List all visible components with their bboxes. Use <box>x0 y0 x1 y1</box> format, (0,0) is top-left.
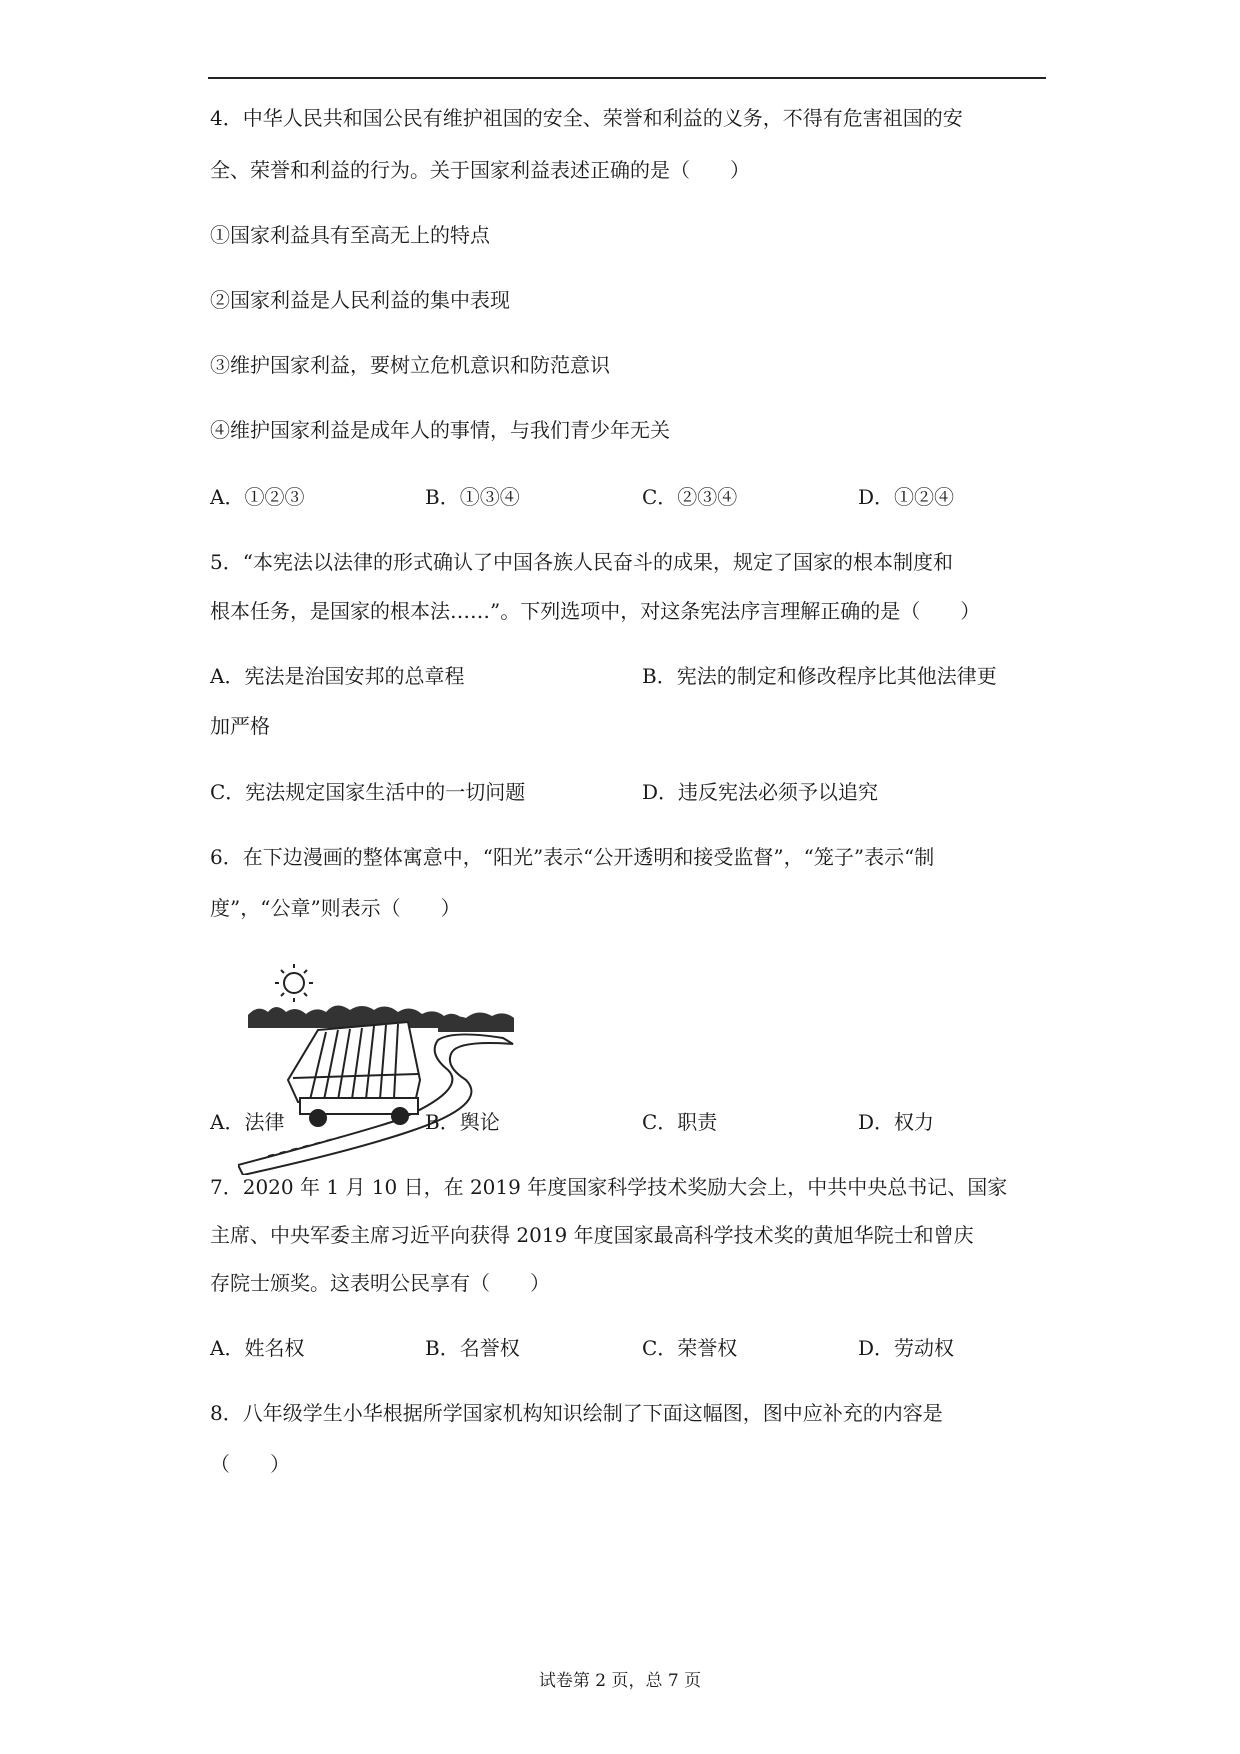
q5-stem-line2: 根本任务，是国家的根本法……”。下列选项中，对这条宪法序言理解正确的是（ ） <box>210 599 981 623</box>
q4-option-d[interactable]: D．①②④ <box>858 485 955 509</box>
q5-stem-line1: 5．“本宪法以法律的形式确认了中国各族人民奋斗的成果，规定了国家的根本制度和 <box>210 550 953 574</box>
header-rule <box>208 77 1046 79</box>
q6-option-c[interactable]: C．职责 <box>642 1110 718 1134</box>
q4-option-c[interactable]: C．②③④ <box>642 485 738 509</box>
q4-item-3: ③维护国家利益，要树立危机意识和防范意识 <box>210 353 610 377</box>
q6-option-a[interactable]: A．法律 <box>210 1110 285 1134</box>
q6-stem-line1: 6．在下边漫画的整体寓意中，“阳光”表示“公开透明和接受监督”，“笼子”表示“制 <box>210 845 935 869</box>
q5-option-b-continuation: 加严格 <box>210 714 270 738</box>
q7-option-c[interactable]: C．荣誉权 <box>642 1336 738 1360</box>
caged-car <box>288 1022 420 1126</box>
q4-option-a[interactable]: A．①②③ <box>210 485 305 509</box>
page-footer: 试卷第 2 页，总 7 页 <box>538 1671 702 1691</box>
q4-item-2: ②国家利益是人民利益的集中表现 <box>210 288 510 312</box>
q7-stem-line2: 主席、中央军委主席习近平向获得 2019 年度国家最高科学技术奖的黄旭华院士和曾庆 <box>210 1223 974 1247</box>
q7-stem-line1: 7．2020 年 1 月 10 日，在 2019 年度国家科学技术奖励大会上，中共中央总书记、国家 <box>210 1175 1008 1199</box>
q4-item-1: ①国家利益具有至高无上的特点 <box>210 223 490 247</box>
q7-option-d[interactable]: D．劳动权 <box>858 1336 955 1360</box>
q7-stem-line3: 存院士颁奖。这表明公民享有（ ） <box>210 1271 550 1295</box>
sun-cage-car-cartoon <box>238 960 543 1175</box>
tree-line <box>248 1005 464 1028</box>
sun-icon <box>275 964 313 1002</box>
q5-option-d[interactable]: D．违反宪法必须予以追究 <box>642 780 879 804</box>
q6-option-b[interactable]: B．舆论 <box>425 1110 500 1134</box>
q4-stem-line2: 全、荣誉和利益的行为。关于国家利益表述正确的是（ ） <box>210 158 750 182</box>
q5-option-a[interactable]: A．宪法是治国安邦的总章程 <box>210 664 465 688</box>
q8-stem-line2: （ ） <box>210 1452 290 1476</box>
q6-stem-line2: 度”，“公章”则表示（ ） <box>210 896 461 920</box>
q4-option-b[interactable]: B．①③④ <box>425 485 520 509</box>
q4-stem-line1: 4．中华人民共和国公民有维护祖国的安全、荣誉和利益的义务，不得有危害祖国的安 <box>210 106 963 130</box>
q7-option-a[interactable]: A．姓名权 <box>210 1336 305 1360</box>
q7-option-b[interactable]: B．名誉权 <box>425 1336 520 1360</box>
q8-stem-line1: 8．八年级学生小华根据所学国家机构知识绘制了下面这幅图，图中应补充的内容是 <box>210 1401 943 1425</box>
q5-option-c[interactable]: C．宪法规定国家生活中的一切问题 <box>210 780 526 804</box>
q5-option-b[interactable]: B．宪法的制定和修改程序比其他法律更 <box>642 664 997 688</box>
q4-item-4: ④维护国家利益是成年人的事情，与我们青少年无关 <box>210 418 670 442</box>
q6-option-d[interactable]: D．权力 <box>858 1110 935 1134</box>
